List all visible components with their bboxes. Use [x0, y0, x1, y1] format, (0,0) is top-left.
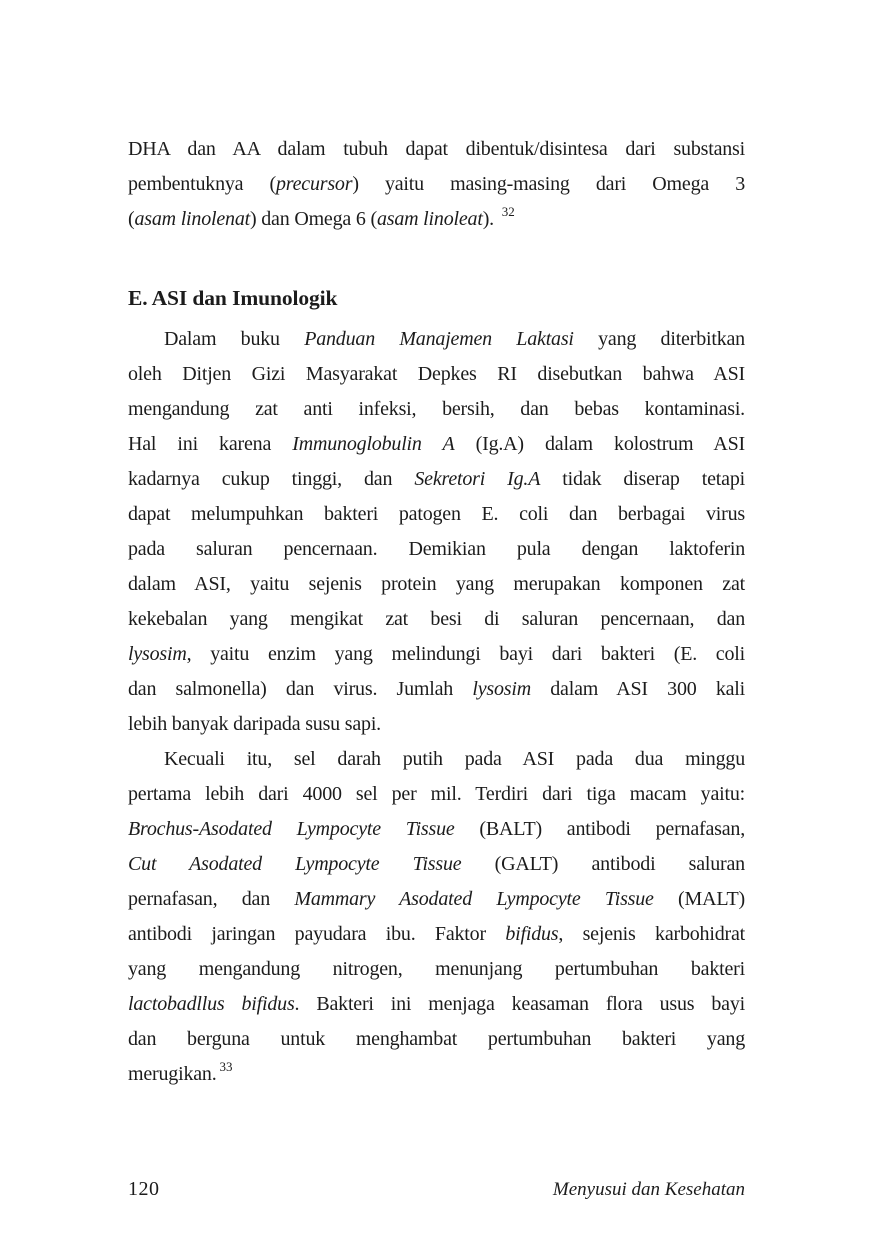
body-text: Dalam buku	[164, 328, 305, 350]
text-line	[128, 167, 745, 202]
text-line	[128, 952, 745, 987]
italic-text: Immunoglobulin A	[292, 433, 455, 455]
body-text: Kecuali itu, sel darah putih pada ASI pada dua minggu	[164, 748, 745, 770]
text-line	[128, 132, 745, 167]
italic-text: Brochus-Asodated Lympocyte Tissue	[128, 818, 455, 840]
text-line	[128, 1057, 745, 1092]
body-text: merugikan.	[128, 1063, 217, 1085]
body-text: , yaitu enzim yang melindungi bayi dari bakteri (E. coli	[186, 643, 745, 665]
section-heading: E. ASI dan Imunologik	[128, 286, 338, 310]
paragraph	[128, 322, 745, 742]
text-line	[128, 917, 745, 952]
page-footer	[128, 1178, 745, 1201]
body-text: yang diterbitkan	[573, 328, 745, 350]
body-text: oleh Ditjen Gizi Masyarakat Depkes RI disebutkan bahwa ASI	[128, 363, 745, 385]
italic-text: lysosim	[128, 643, 187, 665]
italic-text: bifidus	[505, 923, 559, 945]
body-text: dan berguna untuk menghambat pertumbuhan bakteri yang	[128, 1028, 745, 1050]
body-text: kadarnya cukup tinggi, dan	[128, 468, 415, 490]
body-text: pertama lebih dari 4000 sel per mil. Terdiri dari tiga macam yaitu:	[128, 783, 745, 805]
text-line	[128, 202, 745, 237]
text-line	[128, 602, 745, 637]
body-text: DHA dan AA dalam tubuh dapat dibentuk/disintesa dari substansi	[128, 138, 745, 160]
text-line	[128, 322, 745, 357]
body-text: yang mengandung nitrogen, menunjang pertumbuhan bakteri	[128, 958, 745, 980]
text-line	[128, 1022, 745, 1057]
body-text: mengandung zat anti infeksi, bersih, dan bebas kontaminasi.	[128, 398, 745, 420]
italic-text: asam linoleat	[376, 208, 483, 230]
text-line	[128, 777, 745, 812]
body-text: (Ig.A) dalam kolostrum ASI	[454, 433, 745, 455]
paragraph	[128, 132, 745, 237]
body-text: (BALT) antibodi pernafasan,	[454, 818, 745, 840]
running-title: Menyusui dan Kesehatan	[552, 1179, 745, 1200]
body-text: antibodi jaringan payudara ibu. Faktor	[128, 923, 506, 945]
footnote-marker: 32	[501, 204, 515, 219]
italic-text: lactobadllus bifidus	[128, 993, 295, 1015]
italic-text: Cut Asodated Lympocyte Tissue	[128, 853, 462, 875]
body-text: tidak diserap tetapi	[540, 468, 745, 490]
body-text: pernafasan, dan	[128, 888, 295, 910]
text-line	[128, 987, 745, 1022]
text-line	[128, 637, 745, 672]
body-text: dalam ASI, yaitu sejenis protein yang merupakan komponen zat	[128, 573, 745, 595]
italic-text: asam linolenat	[134, 208, 250, 230]
text-line	[128, 847, 745, 882]
text-line	[128, 357, 745, 392]
body-text: (MALT)	[653, 888, 745, 910]
italic-text: Mammary Asodated Lympocyte Tissue	[294, 888, 654, 910]
body-text: ).	[482, 208, 499, 230]
body-text: dalam ASI 300 kali	[530, 678, 746, 700]
text-line	[128, 707, 745, 742]
body-text: dan salmonella) dan virus. Jumlah	[128, 678, 473, 700]
text-line	[128, 532, 745, 567]
italic-text: Sekretori Ig.A	[414, 468, 541, 490]
italic-text: Panduan Manajemen Laktasi	[304, 328, 574, 350]
body-text: Hal ini karena	[128, 433, 293, 455]
text-line	[128, 392, 745, 427]
body-text: ) yaitu masing-masing dari Omega 3	[352, 173, 746, 195]
text-line	[128, 462, 745, 497]
text-line	[128, 672, 745, 707]
body-text: kekebalan yang mengikat zat besi di saluran pencernaan, dan	[128, 608, 745, 630]
body-text: (GALT) antibodi saluran	[461, 853, 745, 875]
body-text: ) dan Omega 6 (	[250, 208, 377, 230]
text-line	[128, 812, 745, 847]
body-text: pada saluran pencernaan. Demikian pula dengan laktoferin	[128, 538, 745, 560]
body-text: , sejenis karbohidrat	[558, 923, 746, 945]
text-line	[128, 427, 745, 462]
body-text: . Bakteri ini menjaga keasaman flora usus bayi	[294, 993, 745, 1015]
body-text: (	[128, 208, 135, 230]
page-text-block	[128, 132, 745, 1092]
italic-text: lysosim	[472, 678, 531, 700]
body-text: dapat melumpuhkan bakteri patogen E. coli dan berbagai virus	[128, 503, 745, 525]
body-text: pembentuknya (	[128, 173, 276, 195]
text-line	[128, 497, 745, 532]
body-text: lebih banyak daripada susu sapi.	[128, 713, 381, 735]
text-line	[128, 742, 745, 777]
text-line	[128, 882, 745, 917]
footnote-marker: 33	[219, 1059, 233, 1074]
paragraph	[128, 742, 745, 1092]
text-line	[128, 567, 745, 602]
italic-text: precursor	[275, 173, 353, 195]
page-number: 120	[128, 1178, 160, 1200]
